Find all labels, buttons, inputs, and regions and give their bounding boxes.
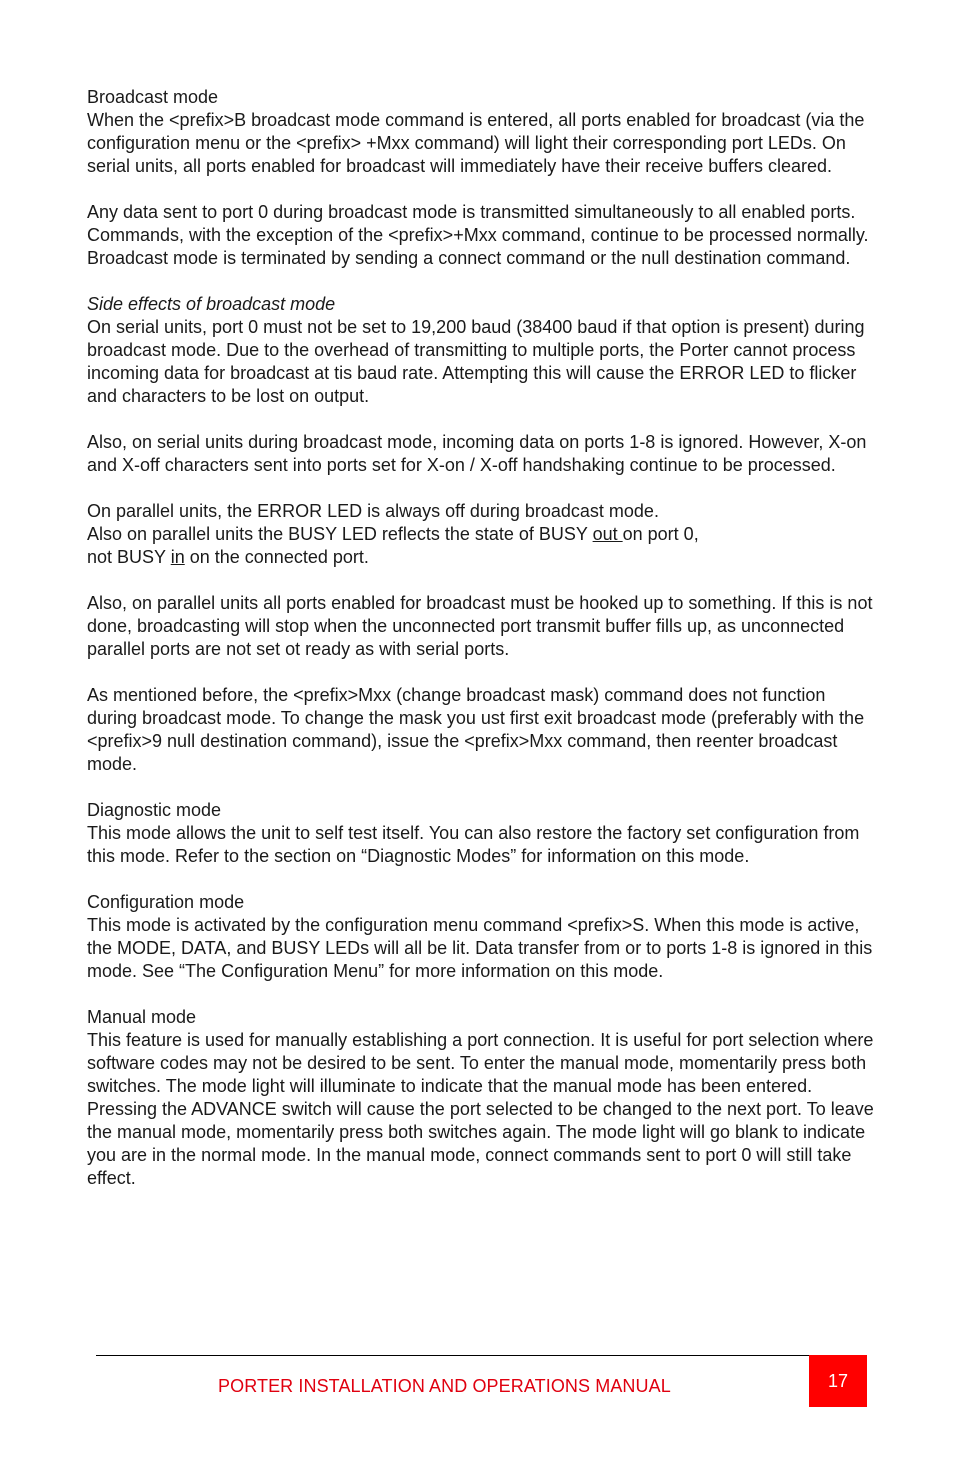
broadcast-mode-paragraph-2: Any data sent to port 0 during broadcast mode is transmitted simultaneously to all enabled ports. Commands, with the exception of the <prefix>+Mxx command, continue to be processed normally. Broadcast mode is terminated by sending a connect command or the null destination command.: [87, 202, 869, 268]
busy-led-line-pre: Also on parallel units the BUSY LED reflects the state of BUSY: [87, 524, 593, 544]
page-content: [87, 86, 877, 1213]
busy-in-line-pre: not BUSY: [87, 547, 171, 567]
busy-led-line-post: on port 0,: [622, 524, 699, 544]
diagnostic-mode-paragraph: This mode allows the unit to self test itself. You can also restore the factory set configuration from this mode. Refer to the section on “Diagnostic Modes” for information on this mode.: [87, 823, 860, 866]
side-effects-paragraph-2: Also, on serial units during broadcast mode, incoming data on ports 1-8 is ignored. However, X-on and X-off characters sent into ports set for X-on / X-off handshaking continue to be processed.: [87, 432, 867, 475]
footer-manual-title: PORTER INSTALLATION AND OPERATIONS MANUAL: [218, 1376, 671, 1396]
configuration-mode-paragraph: This mode is activated by the configuration menu command <prefix>S. When this mode is active, the MODE, DATA, and BUSY LEDs will all be lit. Data transfer from or to ports 1-8 is ignored in this mode. See “The Configuration Menu” for more information on this mode.: [87, 915, 873, 981]
manual-mode-paragraph: This feature is used for manually establishing a port connection. It is useful for port selection where software codes may not be desired to be sent. To enter the manual mode, momentarily press both switches. The mode light will illuminate to indicate that the manual mode has been entered. Pressing the ADVANCE switch will cause the port selected to be changed to the next port. To leave the manual mode, momentarily press both switches again. The mode light will go blank to indicate you are in the normal mode. In the manual mode, connect commands sent to port 0 will still take effect.: [87, 1030, 874, 1188]
parallel-error-led-line: On parallel units, the ERROR LED is always off during broadcast mode.: [87, 501, 659, 521]
diagnostic-mode-heading: Diagnostic mode: [87, 800, 222, 820]
broadcast-mode-heading: Broadcast mode: [87, 87, 219, 107]
side-effects-paragraph-1: On serial units, port 0 must not be set to 19,200 baud (38400 baud if that option is present) during broadcast mode. Due to the overhead of transmitting to multiple ports, the Porter cannot process incoming data for broadcast at tis baud rate. Attempting this will cause the ERROR LED to flicker and characters to be lost on output.: [87, 317, 865, 406]
configuration-mode-heading: Configuration mode: [87, 892, 245, 912]
busy-in-line-post: on the connected port.: [184, 547, 369, 567]
side-effects-paragraph-5: As mentioned before, the <prefix>Mxx (change broadcast mask) command does not function during broadcast mode. To change the mask you ust first exit broadcast mode (preferably with the <prefix>9 null destination command), issue the <prefix>Mxx command, then reenter broadcast mode.: [87, 685, 865, 774]
page-number-badge: 17: [809, 1355, 867, 1407]
footer-divider: [96, 1355, 809, 1356]
busy-in-underlined: in: [170, 547, 185, 567]
side-effects-heading: Side effects of broadcast mode: [87, 294, 336, 314]
busy-out-underlined: out: [592, 524, 623, 544]
broadcast-mode-paragraph-1: When the <prefix>B broadcast mode command is entered, all ports enabled for broadcast (via the configuration menu or the <prefix> +Mxx command) will light their corresponding port LEDs. On serial units, all ports enabled for broadcast will immediately have their receive buffers cleared.: [87, 110, 865, 176]
side-effects-paragraph-4: Also, on parallel units all ports enabled for broadcast must be hooked up to something. If this is not done, broadcasting will stop when the unconnected port transmit buffer fills up, as unconnected parallel ports are not set ot ready as with serial ports.: [87, 593, 873, 659]
manual-mode-heading: Manual mode: [87, 1007, 197, 1027]
side-effects-paragraph-3: [87, 500, 877, 569]
